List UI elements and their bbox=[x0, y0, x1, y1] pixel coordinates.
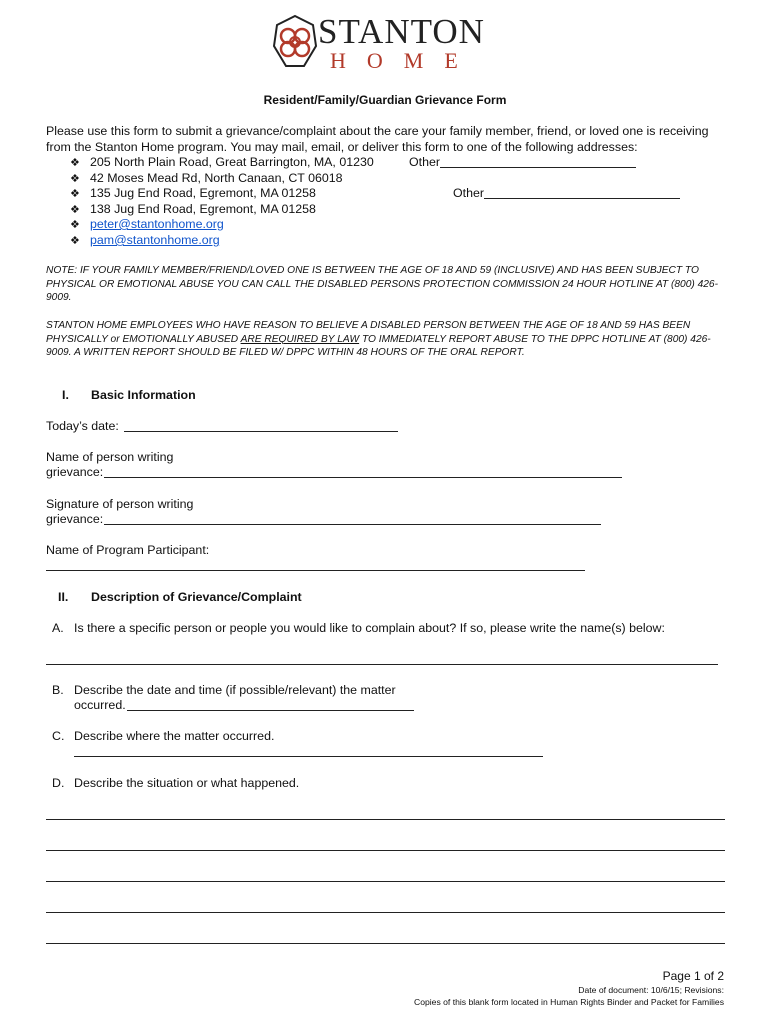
question-a-text: Is there a specific person or people you would like to complain about? If so, please write the name(s) below: bbox=[74, 621, 665, 635]
question-d-input-line[interactable] bbox=[46, 850, 725, 851]
address-item: ❖ 42 Moses Mead Rd, North Canaan, CT 06018 bbox=[70, 171, 343, 188]
diamond-bullet-icon: ❖ bbox=[70, 219, 80, 231]
section-1-number: I. bbox=[62, 388, 69, 402]
signature-label: Signature of person writing bbox=[46, 497, 194, 511]
email-link-pam[interactable]: pam@stantonhome.org bbox=[90, 233, 220, 247]
address-item: ❖ 135 Jug End Road, Egremont, MA 01258 bbox=[70, 186, 316, 203]
document-date: Date of document: 10/6/15; Revisions: bbox=[578, 985, 724, 995]
writer-name-label-cont: grievance: bbox=[46, 465, 104, 479]
other-input-line-1[interactable] bbox=[440, 167, 636, 168]
employee-note: STANTON HOME EMPLOYEES WHO HAVE REASON TO BELIEVE A DISABLED PERSON BETWEEN THE AGE OF 18 AND 59 HAS BEEN PHYSICALLY or EMOTIONALLY ABUSED ARE REQUIRED BY LAW TO IMMEDIATELY REPORT ABUSE TO THE DPPC HOTLINE AT (800) 426-9009. A WRITTEN REPORT SHOULD BE FILED W/ DPPC WITHIN 48 HOURS OF THE ORAL REPORT. bbox=[46, 320, 711, 358]
question-d-text: Describe the situation or what happened. bbox=[74, 776, 300, 790]
required-by-law-text: ARE REQUIRED BY LAW bbox=[240, 333, 360, 345]
section-2-number: II. bbox=[58, 590, 69, 604]
signature-label-cont: grievance: bbox=[46, 512, 104, 526]
stanton-home-logo bbox=[272, 10, 504, 74]
question-d-letter: D. bbox=[52, 776, 65, 790]
diamond-bullet-icon: ❖ bbox=[70, 157, 80, 169]
question-c-input-line[interactable] bbox=[74, 756, 543, 757]
other-label: Other bbox=[409, 155, 440, 169]
copies-note: Copies of this blank form located in Human Rights Binder and Packet for Families bbox=[414, 997, 724, 1007]
question-c-letter: C. bbox=[52, 729, 65, 743]
writer-name-label: Name of person writing bbox=[46, 450, 174, 464]
other-label: Other bbox=[453, 186, 484, 200]
question-b-text-cont: occurred. bbox=[74, 698, 126, 712]
logo-word-home: HOME bbox=[330, 48, 479, 73]
question-c-text: Describe where the matter occurred. bbox=[74, 729, 275, 743]
question-a-input-line[interactable] bbox=[46, 664, 718, 665]
question-d-input-line[interactable] bbox=[46, 819, 725, 820]
date-input-line[interactable] bbox=[124, 431, 398, 432]
question-b-input-line[interactable] bbox=[127, 710, 414, 711]
participant-input-line[interactable] bbox=[46, 570, 585, 571]
question-d-input-line[interactable] bbox=[46, 912, 725, 913]
diamond-bullet-icon: ❖ bbox=[70, 173, 80, 185]
date-label: Today’s date: bbox=[46, 419, 119, 433]
email-item bbox=[70, 217, 224, 234]
section-1-title: Basic Information bbox=[91, 388, 196, 402]
email-link-peter[interactable]: peter@stantonhome.org bbox=[90, 217, 224, 231]
diamond-bullet-icon: ❖ bbox=[70, 235, 80, 247]
signature-input-line[interactable] bbox=[104, 524, 601, 525]
diamond-bullet-icon: ❖ bbox=[70, 204, 80, 216]
question-b-letter: B. bbox=[52, 683, 64, 697]
celtic-knot-icon bbox=[272, 14, 318, 70]
abuse-note: NOTE: IF YOUR FAMILY MEMBER/FRIEND/LOVED ONE IS BETWEEN THE AGE OF 18 AND 59 (INCLUSIVE) AND HAS BEEN SUBJECT TO PHYSICAL OR EMOTIONAL ABUSE YOU CAN CALL THE DISABLED PERSONS PROTECTION COMMISSION 24 HOUR HOTLINE AT (800) 426-9009. bbox=[46, 265, 718, 303]
question-b-text: Describe the date and time (if possible/relevant) the matter bbox=[74, 683, 396, 697]
address-item: ❖ 138 Jug End Road, Egremont, MA 01258 bbox=[70, 202, 316, 219]
logo-word-stanton: STANTON bbox=[318, 12, 485, 51]
participant-label: Name of Program Participant: bbox=[46, 543, 210, 557]
writer-name-input-line[interactable] bbox=[104, 477, 622, 478]
other-input-line-2[interactable] bbox=[484, 198, 680, 199]
question-d-input-line[interactable] bbox=[46, 943, 725, 944]
email-item bbox=[70, 233, 220, 250]
intro-paragraph: Please use this form to submit a grievance/complaint about the care your family member, friend, or loved one is receiving from the Stanton Home program. You may mail, email, or deliver this form to one of the following addresses: bbox=[46, 124, 709, 154]
page-number: Page 1 of 2 bbox=[662, 969, 724, 983]
section-2-title: Description of Grievance/Complaint bbox=[91, 590, 302, 604]
diamond-bullet-icon: ❖ bbox=[70, 188, 80, 200]
question-a-letter: A. bbox=[52, 621, 64, 635]
address-item: ❖ 205 North Plain Road, Great Barrington, MA, 01230 bbox=[70, 155, 374, 172]
question-d-input-line[interactable] bbox=[46, 881, 725, 882]
form-title: Resident/Family/Guardian Grievance Form bbox=[263, 93, 507, 107]
